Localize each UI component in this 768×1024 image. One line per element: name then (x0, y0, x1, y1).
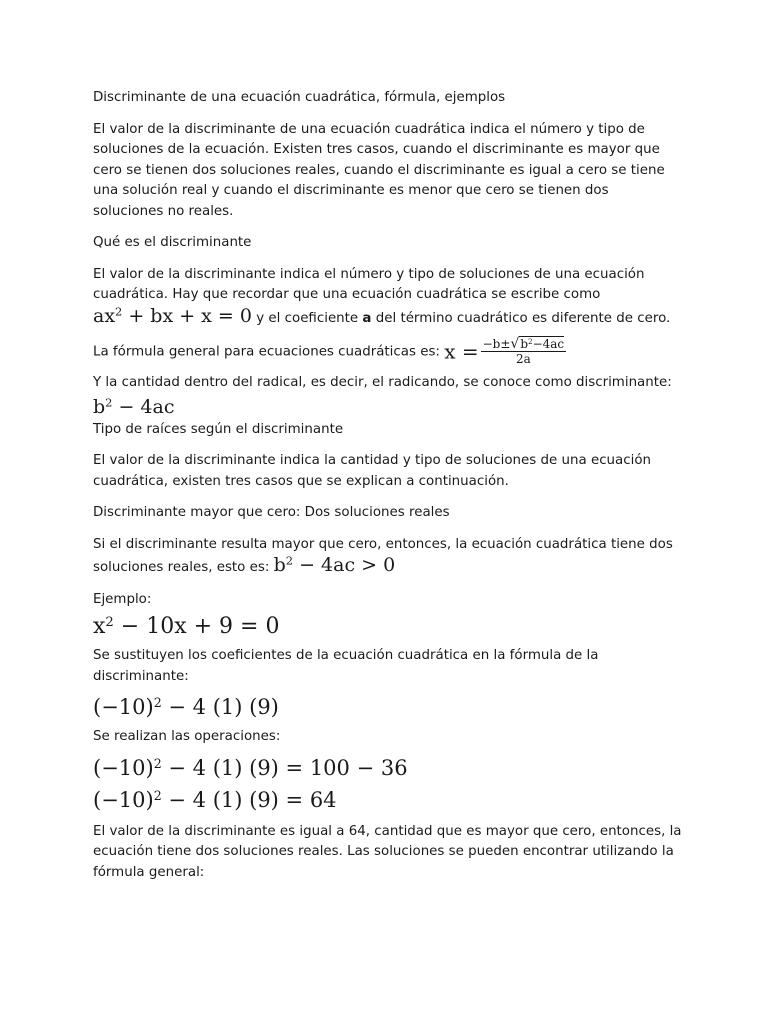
paragraph-radicando: Y la cantidad dentro del radical, es decir, el radicando, se conoce como discriminante: (93, 375, 672, 390)
formula-lhs: x = (444, 339, 479, 364)
paragraph-operaciones: Se realizan las operaciones: (93, 729, 281, 744)
paragraph-que-es-text: El valor de la discriminante indica el número y tipo de soluciones de una ecuación cuadrática. Hay que recordar que una ecuación cuadrática se escribe como (93, 266, 645, 302)
label-ejemplo: Ejemplo: (93, 591, 152, 607)
heading-que-es: Qué es el discriminante (93, 235, 252, 250)
document-body (93, 88, 683, 883)
heading-mayor-cero: Discriminante mayor que cero: Dos soluciones reales (93, 505, 450, 520)
document-title: Discriminante de una ecuación cuadrática, fórmula, ejemplos (93, 90, 506, 105)
heading-tipo-raices: Tipo de raíces según el discriminante (93, 421, 344, 437)
paragraph-que-es-mid: y el coeficiente (251, 310, 363, 326)
quadratic-formula-fraction (481, 337, 567, 366)
intro-paragraph: El valor de la discriminante de una ecuación cuadrática indica el número y tipo de soluciones de la ecuación. Existen tres casos, cuando el discriminante es mayor que cero se tienen dos soluciones reales, cuando el discriminante es igual a cero se tiene una solución real y cuando el discriminante es menor que cero se tienen dos soluciones no reales. (93, 121, 665, 219)
paragraph-mayor-text: Si el discriminante resulta mayor que cero, entonces, la ecuación cuadrática tiene dos soluciones reales, esto es: (93, 536, 673, 575)
coefficient-a: a (362, 310, 372, 326)
equation-operacion-2: $(-10)^2 - 4$ (1) (9) = 64 (93, 787, 337, 812)
equation-discriminant: $b^2 - 4ac$ (93, 395, 175, 418)
quadratic-formula-numerator: $-b\pm√b^2-4ac$ (482, 336, 565, 352)
paragraph-final: El valor de la discriminante es igual a 64, cantidad que es mayor que cero, entonces, la ecuación tiene dos soluciones reales. Las soluciones se pueden encontrar utilizando la fórmula general: (93, 823, 682, 880)
equation-ejemplo: $x^2 - 10x + 9 = 0$ (93, 614, 280, 639)
paragraph-tipo: El valor de la discriminante indica la cantidad y tipo de soluciones de una ecuación cuadrática, existen tres casos que se explican a continuación. (93, 453, 652, 489)
equation-general-form: $ax^2$ + bx + x = 0 (93, 304, 252, 327)
quadratic-formula-denominator: 2a (515, 352, 531, 366)
paragraph-formula (93, 337, 683, 366)
paragraph-que-es (93, 265, 683, 330)
equation-mayor-cero: $b^2 - 4ac > 0$ (273, 553, 396, 576)
paragraph-formula-text: La fórmula general para ecuaciones cuadráticas es: (93, 344, 445, 360)
paragraph-sustituyen: Se sustituyen los coeficientes de la ecuación cuadrática en la fórmula de la discriminante: (93, 648, 599, 684)
equation-operacion-1: $(-10)^2 - 4$ (1) (9) = 100 − 36 (93, 755, 408, 780)
sqrt-radicand: $b^2-4ac$ (520, 337, 565, 351)
equation-sustitucion: $(-10)^2 - 4$ (1) (9) (93, 695, 279, 719)
paragraph-mayor (93, 535, 683, 579)
paragraph-que-es-end: del término cuadrático es diferente de cero. (371, 310, 671, 326)
